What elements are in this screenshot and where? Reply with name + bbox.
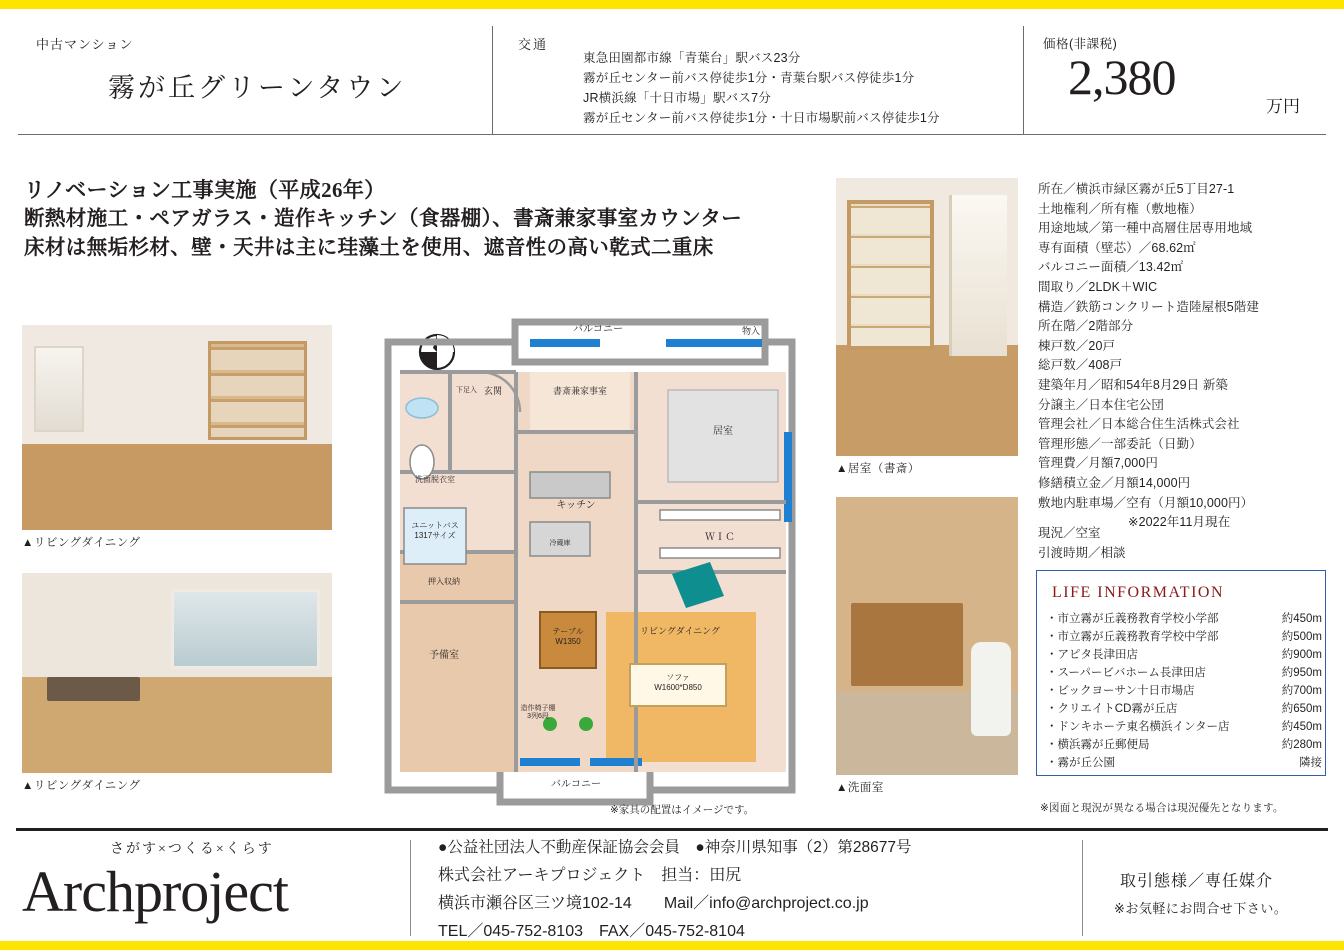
- caption-study-room: ▲居室（書斎）: [836, 463, 920, 475]
- renovation-line-2: 断熱材施工・ペアガラス・造作キッチン（食器棚）、書斎兼家事室カウンター: [24, 208, 743, 230]
- status-block: [1038, 524, 1126, 563]
- fp-label-kitchen: キッチン: [556, 500, 596, 511]
- life-item-name: ・アピタ長津田店: [1046, 649, 1138, 661]
- life-item-name: ・クリエイトCD霧が丘店: [1046, 703, 1178, 715]
- life-information-title: LIFE INFORMATION: [1052, 584, 1224, 601]
- life-item-distance: 約650m: [1281, 703, 1322, 715]
- footer-tel-fax: TEL／045-752-8103 FAX／045-752-8104: [438, 923, 745, 940]
- life-item: [1046, 736, 1322, 754]
- header: [18, 26, 1326, 136]
- photo-living-dining-2-image: [22, 573, 332, 773]
- transaction-type: 取引態様／専任媒介: [1120, 873, 1274, 890]
- footer-divider: [16, 828, 1328, 831]
- life-item: [1046, 718, 1322, 736]
- bottom-accent-bar: [0, 941, 1344, 950]
- spec-item: 建築年月／昭和54年8月29日 新築: [1038, 377, 1229, 392]
- life-item-distance: 約500m: [1281, 631, 1322, 643]
- spec-item: バルコニー面積／13.42㎡: [1038, 260, 1184, 275]
- fp-label-sofa: ソファ: [666, 673, 690, 682]
- footer-address-mail: 横浜市瀬谷区三ツ境102-14 Mail／info@archproject.co.jp: [438, 895, 869, 912]
- spec-item: 所在階／2階部分: [1038, 319, 1134, 334]
- fp-label-sofa-size: W1600*D850: [654, 683, 702, 692]
- top-accent-gap: [0, 9, 1344, 11]
- header-vertical-divider-1: [492, 26, 493, 134]
- floor-plan-note: ※家具の配置はイメージです。: [610, 804, 755, 816]
- footer-membership: ●公益社団法人不動産保証協会会員 ●神奈川県知事（2）第28677号: [438, 839, 912, 856]
- top-accent-bar: [0, 0, 1344, 9]
- life-information-note: ※図面と現況が異なる場合は現況優先となります。: [1040, 802, 1284, 814]
- access-line: 霧が丘センター前バス停徒歩1分・青葉台駅バス停徒歩1分: [583, 71, 915, 85]
- photo-washroom: [836, 497, 1018, 775]
- fp-label-table-size: W1350: [555, 637, 581, 646]
- spec-item: 所在／横浜市緑区霧が丘5丁目27-1: [1038, 182, 1235, 196]
- spec-item: 間取り／2LDK＋WIC: [1038, 279, 1158, 294]
- fp-label-unitbath-size: 1317サイズ: [414, 531, 456, 540]
- life-item-name: ・市立霧が丘義務教育学校小学部: [1046, 613, 1219, 625]
- fp-label-closet: 押入収納: [428, 577, 460, 586]
- fp-label-living-dining: リビングダイニング: [640, 626, 720, 636]
- footer-company-name: 株式会社アーキプロジェクト 担当：田尻: [438, 867, 742, 884]
- fp-label-entrance: 玄関: [484, 386, 503, 396]
- life-item-name: ・ビックヨーサン十日市場店: [1046, 685, 1195, 697]
- fp-label-balcony-bottom: バルコニー: [551, 779, 601, 790]
- contact-note: ※お気軽にお問合せ下さい。: [1114, 901, 1288, 916]
- renovation-headline: [24, 176, 854, 263]
- spec-item: 土地権利／所有権（敷地権）: [1038, 201, 1202, 216]
- spec-item: 棟戸数／20戸: [1038, 338, 1116, 353]
- photo-living-dining-2: [22, 573, 332, 773]
- spec-item: 総戸数／408戸: [1038, 358, 1123, 373]
- spec-list: [1038, 180, 1338, 533]
- life-item-distance: 約700m: [1281, 685, 1322, 697]
- caption-living-dining-2: ▲リビングダイニング: [22, 780, 141, 792]
- footer-vertical-divider-2: [1082, 840, 1083, 936]
- fp-label-shoebox: 下足入: [456, 387, 477, 394]
- header-vertical-divider-2: [1023, 26, 1024, 134]
- spec-item: 管理費／月額7,000円: [1038, 456, 1158, 471]
- fp-label-balcony-top: バルコニー: [573, 324, 623, 335]
- life-item-distance: 約900m: [1281, 649, 1322, 661]
- life-item: [1046, 682, 1322, 700]
- spec-item: 管理形態／一部委託（日勤）: [1038, 436, 1202, 451]
- header-divider: [18, 134, 1326, 135]
- footer-vertical-divider-1: [410, 840, 411, 936]
- photo-study-room: [836, 178, 1018, 456]
- status-handover: 引渡時期／相談: [1038, 545, 1126, 560]
- life-item: [1046, 700, 1322, 718]
- life-item-name: ・市立霧が丘義務教育学校中学部: [1046, 631, 1219, 643]
- renovation-line-1: リノベーション工事実施（平成26年）: [24, 178, 386, 202]
- photo-living-dining-1-image: [22, 325, 332, 530]
- access-line: JR横浜線「十日市場」駅バス7分: [583, 91, 771, 105]
- life-item-distance: 約950m: [1281, 667, 1322, 679]
- building-name: 霧が丘グリーンタウン: [108, 73, 407, 103]
- life-item-distance: 約450m: [1281, 721, 1322, 733]
- floor-plan: [380, 312, 800, 812]
- logo-tagline: さがす×つくる×くらす: [110, 842, 274, 857]
- renovation-line-3: 床材は無垢杉材、壁・天井は主に珪藻土を使用、遮音性の高い乾式二重床: [24, 237, 714, 259]
- fp-label-study: 書斎兼家事室: [552, 386, 608, 396]
- photo-living-dining-1: [22, 325, 332, 530]
- fp-label-bedroom: 居室: [713, 426, 733, 437]
- fp-label-spare-room: 予備室: [429, 650, 459, 661]
- access-label: 交通: [518, 37, 549, 52]
- spec-item: 分譲主／日本住宅公団: [1038, 397, 1165, 412]
- spec-item: 敷地内駐車場／空有（月額10,000円）: [1038, 495, 1254, 510]
- life-item: [1046, 628, 1322, 646]
- life-item-name: ・スーパービバホーム長津田店: [1046, 667, 1206, 679]
- spec-item: 専有面積（壁芯）／68.62㎡: [1038, 240, 1196, 255]
- life-item-name: ・霧が丘公園: [1046, 757, 1115, 769]
- caption-washroom: ▲洗面室: [836, 782, 884, 794]
- spec-item: 構造／鉄筋コンクリート造陸屋根5階建: [1038, 299, 1260, 314]
- price-unit: 万円: [1266, 97, 1300, 116]
- property-kind: 中古マンション: [36, 37, 134, 52]
- price-value: 2,380: [1068, 49, 1176, 105]
- access-lines: [583, 48, 940, 128]
- fp-label-storage: 物入: [742, 326, 761, 336]
- life-information-list: [1046, 610, 1322, 772]
- life-item-distance: 約450m: [1281, 613, 1322, 625]
- status-current: 現況／空室: [1038, 526, 1101, 540]
- fp-label-wic: ＷＩＣ: [705, 532, 735, 543]
- life-item-distance: 隣接: [1299, 757, 1322, 769]
- caption-living-dining-1: ▲リビングダイニング: [22, 537, 141, 549]
- life-item-name: ・ドンキホーテ東名横浜インター店: [1046, 721, 1230, 733]
- access-line: 東急田園都市線「青葉台」駅バス23分: [583, 51, 801, 65]
- price-label: 価格(非課税): [1043, 37, 1118, 51]
- spec-item: 用途地域／第一種中高層住居専用地域: [1038, 221, 1253, 236]
- spec-note: ※2022年11月現在: [1128, 515, 1231, 530]
- fp-label-table: テーブル: [552, 627, 584, 636]
- fp-label-fridge: 冷蔵庫: [549, 540, 571, 547]
- footer-company-info: [438, 834, 1058, 946]
- photo-washroom-image: [836, 497, 1018, 775]
- fp-label-unitbath: ユニットバス: [411, 521, 459, 530]
- life-item-distance: 約280m: [1281, 739, 1322, 751]
- spec-item: 修繕積立金／月額14,000円: [1038, 475, 1191, 490]
- access-line: 霧が丘センター前バス停徒歩1分・十日市場駅前バス停徒歩1分: [583, 111, 940, 125]
- spec-item: 管理会社／日本総合住生活株式会社: [1038, 417, 1240, 432]
- fp-label-washroom: 洗面脱衣室: [415, 475, 455, 484]
- fp-label-shelf: 造作椅子棚: [520, 705, 556, 712]
- fp-label-shelf-size: 3列6段: [527, 713, 549, 720]
- photo-study-room-image: [836, 178, 1018, 456]
- life-item: [1046, 754, 1322, 772]
- company-logo: Archproject: [22, 859, 288, 924]
- life-item-name: ・横浜霧が丘郵便局: [1046, 739, 1150, 751]
- life-item: [1046, 646, 1322, 664]
- life-item: [1046, 610, 1322, 628]
- life-item: [1046, 664, 1322, 682]
